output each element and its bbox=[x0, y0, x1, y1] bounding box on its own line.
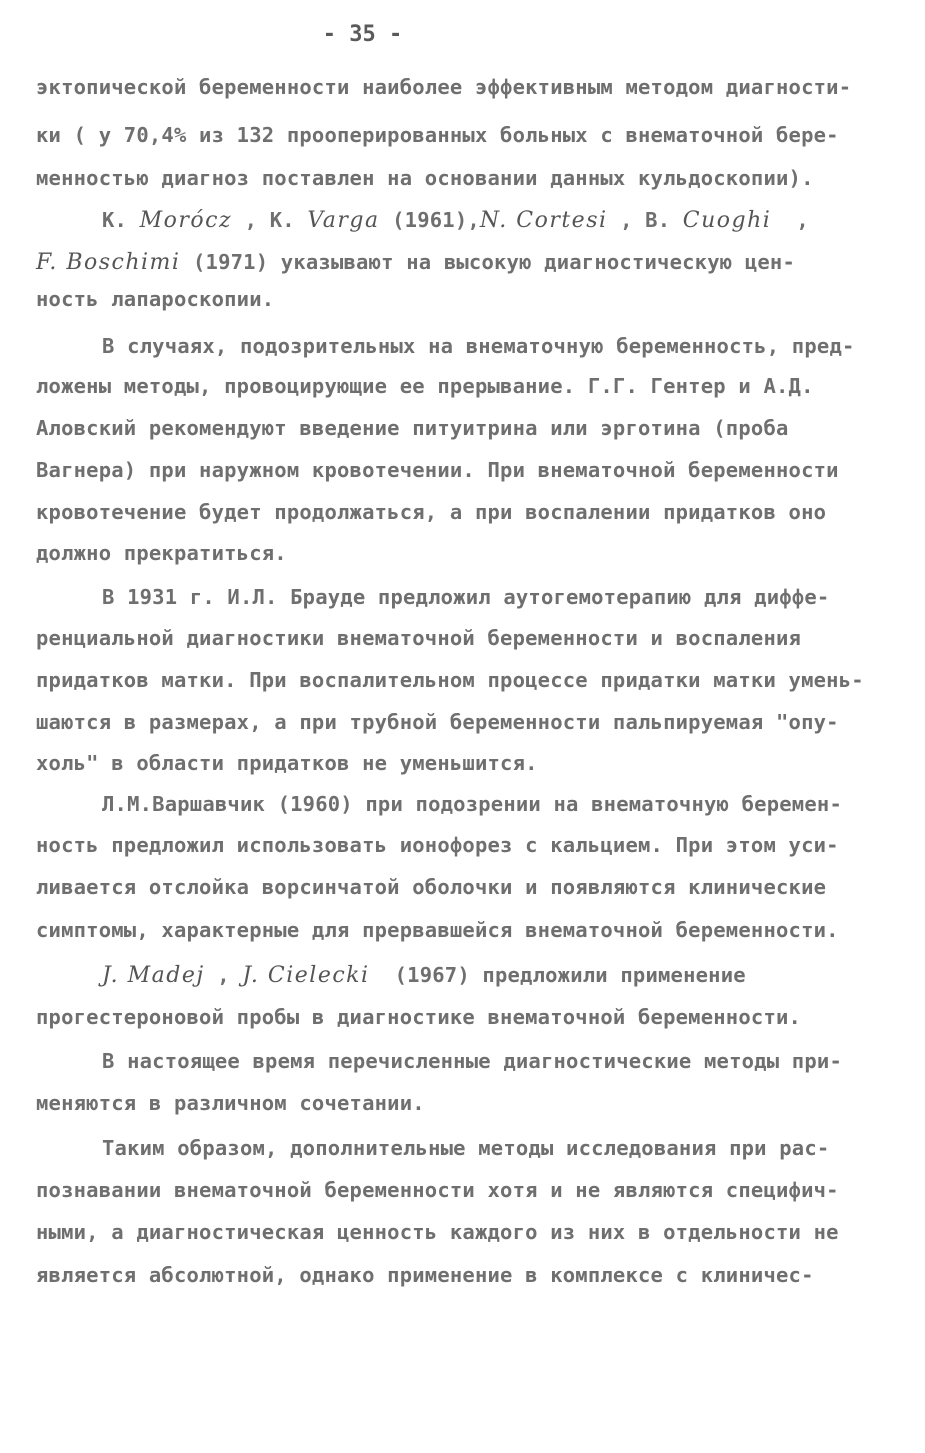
text-segment: , bbox=[204, 963, 243, 987]
text-segment: Вагнера) при наружном кровотечении. При внематочной беременности bbox=[36, 458, 839, 482]
text-segment: Таким образом, дополнительные методы исследования при рас- bbox=[102, 1136, 830, 1160]
text-segment: ными, а диагностическая ценность каждого из них в отдельности не bbox=[36, 1220, 839, 1244]
text-line bbox=[102, 331, 855, 361]
text-segment: меняются в различном сочетании. bbox=[36, 1091, 425, 1115]
text-line bbox=[36, 1088, 425, 1118]
text-line bbox=[36, 623, 801, 653]
text-segment: является абсолютной, однако применение в комплексе с клиничес- bbox=[36, 1263, 814, 1287]
handwritten-name: Varga bbox=[307, 208, 380, 233]
text-segment: Л.М.Варшавчик (1960) при подозрении на внематочную беремен- bbox=[102, 792, 842, 816]
text-segment: должно прекратиться. bbox=[36, 541, 287, 565]
text-segment: ность предложил использовать ионофорез с кальцием. При этом уси- bbox=[36, 833, 839, 857]
text-segment: холь" в области придатков не уменьшится. bbox=[36, 751, 538, 775]
text-line bbox=[36, 872, 826, 902]
text-segment: (1971) указывают на высокую диагностическую цен- bbox=[180, 250, 796, 274]
text-line bbox=[36, 830, 839, 860]
text-line bbox=[36, 497, 826, 527]
text-line bbox=[36, 413, 789, 443]
text-segment: эктопической беременности наиболее эффективным методом диагности- bbox=[36, 75, 852, 99]
text-line bbox=[36, 1175, 839, 1205]
text-line bbox=[102, 1133, 829, 1163]
text-segment: ность лапароскопии. bbox=[36, 287, 275, 311]
text-segment: прогестероновой пробы в диагностике внематочной беременности. bbox=[36, 1005, 802, 1029]
text-line bbox=[36, 665, 864, 695]
text-segment: кровотечение будет продолжаться, а при воспалении придатков оно bbox=[36, 500, 827, 524]
text-line bbox=[36, 247, 795, 277]
text-line bbox=[102, 582, 829, 612]
text-segment: , В. bbox=[607, 208, 683, 232]
handwritten-name: N. Cortesi bbox=[479, 208, 608, 233]
text-line bbox=[36, 1217, 839, 1247]
text-segment: (1967) предложили применение bbox=[369, 963, 746, 987]
text-line bbox=[36, 538, 287, 568]
text-segment: Аловский рекомендуют введение питуитрина или эрготина (проба bbox=[36, 416, 789, 440]
text-segment: ложены методы, провоцирующие ее прерывание. Г.Г. Гентер и А.Д. bbox=[36, 374, 814, 398]
text-line bbox=[36, 120, 839, 150]
handwritten-name: J. Cielecki bbox=[242, 963, 370, 988]
text-segment: познавании внематочной беременности хотя и не являются специфич- bbox=[36, 1178, 839, 1202]
text-segment: В 1931 г. И.Л. Брауде предложил аутогемотерапию для диффе- bbox=[102, 585, 830, 609]
text-line bbox=[102, 205, 809, 235]
text-segment: , К. bbox=[232, 208, 308, 232]
text-segment: К. bbox=[102, 208, 140, 232]
text-line bbox=[36, 915, 839, 945]
text-segment: В случаях, подозрительных на внематочную беременность, пред- bbox=[102, 334, 855, 358]
text-line bbox=[102, 960, 746, 990]
text-line bbox=[36, 748, 538, 778]
text-line bbox=[36, 371, 814, 401]
text-segment: (1961), bbox=[379, 208, 480, 232]
text-line bbox=[36, 1002, 801, 1032]
text-line bbox=[102, 1046, 842, 1076]
text-line bbox=[102, 789, 842, 819]
handwritten-name: J. Madej bbox=[102, 963, 205, 988]
text-segment: , bbox=[771, 208, 809, 232]
text-segment: менностью диагноз поставлен на основании данных кульдоскопии). bbox=[36, 166, 814, 190]
text-line bbox=[36, 163, 814, 193]
text-segment: ренциальной диагностики внематочной беременности и воспаления bbox=[36, 626, 802, 650]
text-segment: В настоящее время перечисленные диагностические методы при- bbox=[102, 1049, 842, 1073]
text-line bbox=[36, 455, 839, 485]
text-line bbox=[36, 1260, 814, 1290]
text-segment: шаются в размерах, а при трубной беременности пальпируемая "опу- bbox=[36, 710, 839, 734]
text-line bbox=[36, 284, 274, 314]
text-segment: ки ( у 70,4% из 132 прооперированных больных с внематочной бере- bbox=[36, 123, 839, 147]
text-segment: ливается отслойка ворсинчатой оболочки и появляются клинические bbox=[36, 875, 827, 899]
text-line bbox=[36, 72, 851, 102]
page-number: - 35 - bbox=[322, 22, 403, 47]
text-segment: придатков матки. При воспалительном процессе придатки матки умень- bbox=[36, 668, 864, 692]
text-segment: симптомы, характерные для прервавшейся внематочной беременности. bbox=[36, 918, 839, 942]
text-line bbox=[36, 707, 839, 737]
handwritten-name: Cuoghi bbox=[682, 208, 772, 233]
handwritten-name: F. Boschimi bbox=[36, 250, 181, 275]
handwritten-name: Morócz bbox=[139, 208, 233, 233]
